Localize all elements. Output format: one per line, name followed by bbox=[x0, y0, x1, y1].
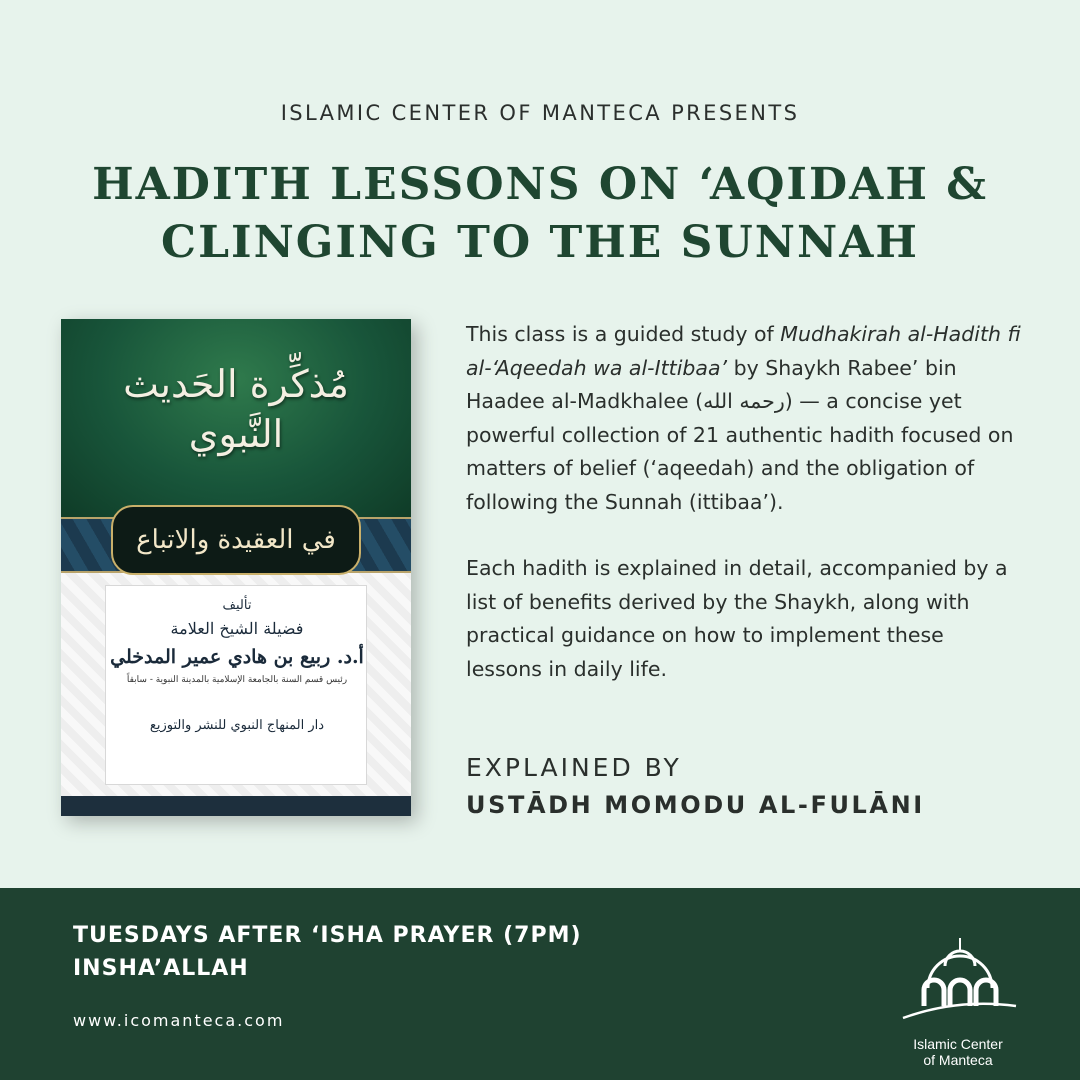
description-p1-start: This class is a guided study of bbox=[466, 322, 781, 346]
book-author-panel bbox=[105, 585, 367, 785]
footer-bar bbox=[0, 888, 1080, 1080]
description-paragraph-1 bbox=[466, 318, 1026, 519]
book-author-line-4: رئيس قسم السنة بالجامعة الإسلامية بالمدينة النبوية - سابقاً bbox=[126, 675, 348, 685]
book-cover-foot bbox=[61, 796, 411, 816]
page-title bbox=[40, 156, 1040, 272]
logo-text-line-2: of Manteca bbox=[923, 1052, 993, 1068]
teacher-name: USTĀDH MOMODU AL-FULĀNI bbox=[466, 791, 925, 819]
book-author-block bbox=[106, 596, 368, 688]
website-link[interactable]: www.icomanteca.com bbox=[73, 1011, 285, 1030]
mosque-logo-icon bbox=[898, 928, 1018, 1034]
presenter-line: ISLAMIC CENTER OF MANTECA PRESENTS bbox=[280, 101, 800, 125]
description-paragraph-2: Each hadith is explained in detail, accompanied by a list of benefits derived by the Shaykh, along with practical guidance on how to implement these lessons in daily life. bbox=[466, 556, 1008, 681]
description-p1-end: by Shaykh Rabee’ bin Haadee al-Madkhalee (رحمه الله) — a concise yet powerful collection of 21 authentic hadith focused on matters of belief (‘aqeedah) and the obligation of following the Sunnah (ittibaa’). bbox=[466, 355, 1014, 514]
explained-by-label: EXPLAINED BY bbox=[466, 753, 682, 782]
logo-text-line-1: Islamic Center bbox=[913, 1036, 1003, 1052]
schedule-line-2: INSHA’ALLAH bbox=[73, 956, 249, 981]
book-title-italic: Mudhakirah al-Hadith fi al-‘Aqeedah wa al-Ittibaa’ bbox=[466, 322, 1021, 380]
logo-text bbox=[898, 1036, 1018, 1068]
schedule bbox=[73, 919, 582, 985]
schedule-line-1: TUESDAYS AFTER ‘ISHA PRAYER (7PM) bbox=[73, 923, 582, 948]
title-line-1: HADITH LESSONS ON ‘AQIDAH & bbox=[92, 159, 988, 210]
book-author-line-2: فضيلة الشيخ العلامة bbox=[170, 619, 304, 638]
title-line-2: CLINGING TO THE SUNNAH bbox=[161, 217, 919, 268]
book-subtitle-plaque: في العقيدة والاتباع bbox=[111, 505, 361, 575]
book-title-arabic: مُذكِّرة الحَديث النَّبوي bbox=[123, 362, 349, 456]
description bbox=[466, 318, 1026, 686]
book-cover-image bbox=[61, 319, 411, 816]
organization-logo bbox=[898, 928, 1028, 1073]
book-publisher: دار المنهاج النبوي للنشر والتوزيع bbox=[149, 718, 325, 733]
book-author-line-3: أ.د. ربيع بن هادي عمير المدخلي bbox=[110, 646, 364, 668]
book-author-line-1: تأليف bbox=[222, 598, 252, 613]
